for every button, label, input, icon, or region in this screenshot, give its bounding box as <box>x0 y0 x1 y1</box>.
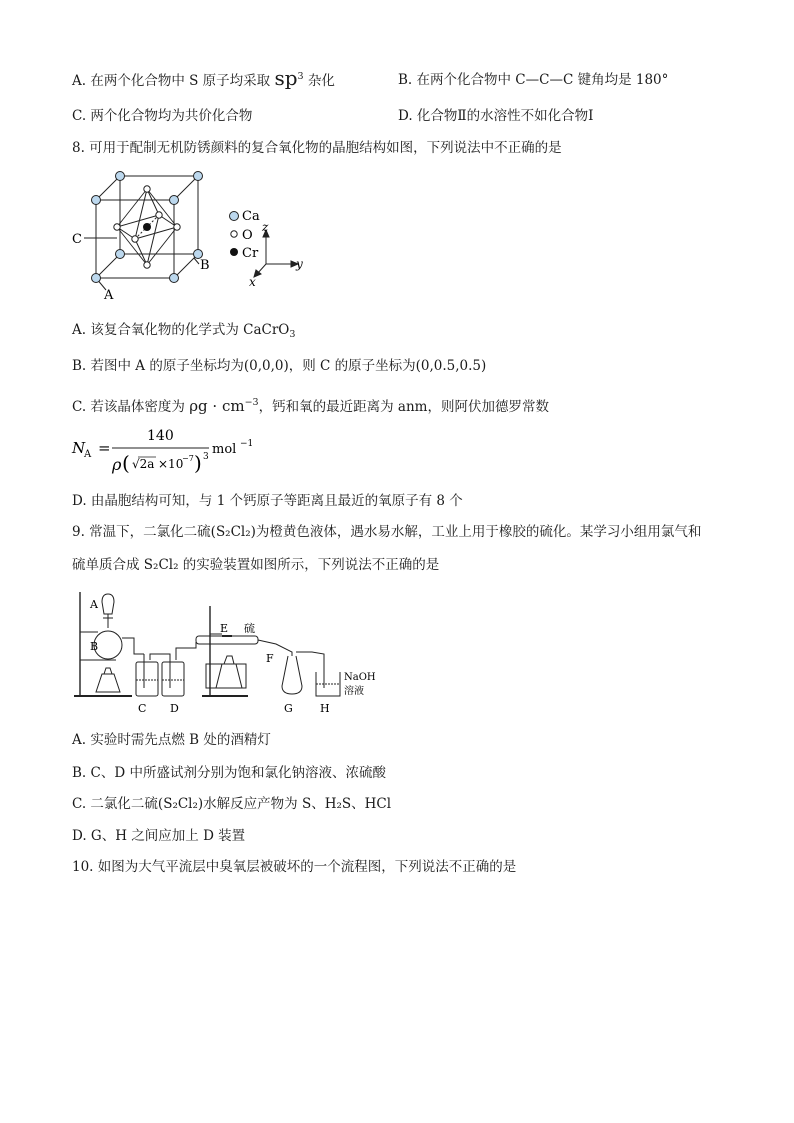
label-e: E <box>220 622 229 635</box>
formula-exp: −7 <box>182 454 194 463</box>
formula-eq: = <box>98 439 111 457</box>
formula-lhs-sub: A <box>84 449 92 460</box>
axis-z-label: z <box>262 220 269 234</box>
q8-option-c-text: C. 若该晶体密度为 <box>72 399 190 415</box>
formula-unit-exp: −1 <box>240 439 254 449</box>
legend-cr: Cr <box>242 246 259 261</box>
q8-option-b: B. 若图中 A 的原子坐标均为(0,0,0)，则 C 的原子坐标为(0,0.5,0.5) <box>72 358 487 374</box>
q7-option-a-sp: sp <box>274 66 298 90</box>
paren-close: ) <box>194 451 202 475</box>
crystal-cell-figure <box>66 168 316 302</box>
q8-option-c-sup: −3 <box>244 397 259 408</box>
axis-y-label: y <box>296 257 303 271</box>
q8-option-d: D. 由晶胞结构可知，与 1 个钙原子等距离且最近的氧原子有 8 个 <box>72 493 463 509</box>
formula-unit: mol <box>212 442 237 457</box>
label-b: B <box>200 258 210 273</box>
q7-option-a-post: 杂化 <box>303 73 335 89</box>
legend-cr-marker <box>230 248 238 256</box>
q8-option-a-formula: CaCrO <box>243 322 290 338</box>
label-d: D <box>170 702 179 715</box>
label-c: C <box>138 702 147 715</box>
q7-option-a-sup: 3 <box>297 71 304 82</box>
formula-cube: 3 <box>203 452 209 462</box>
q9-option-c: C. 二氯化二硫(S₂Cl₂)水解反应产物为 S、H₂S、HCl <box>72 796 392 812</box>
formula-numerator: 140 <box>147 428 174 444</box>
formula-lhs: N <box>72 439 86 457</box>
legend-ca-marker <box>230 212 239 221</box>
formula-sqrt-a: √2a <box>132 457 155 471</box>
label-c: C <box>72 232 82 247</box>
q9-stem-line2: 硫单质合成 S₂Cl₂ 的实验装置如图所示，下列说法不正确的是 <box>72 557 440 573</box>
q7-option-c: C. 两个化合物均为共价化合物 <box>72 108 253 124</box>
label-a: A <box>104 288 114 303</box>
legend-o-marker <box>231 231 237 237</box>
legend-ca: Ca <box>242 209 260 224</box>
q8-option-c-post: ，钙和氧的最近距离为 anm，则阿伏加德罗常数 <box>258 399 549 415</box>
label-b: B <box>90 640 99 653</box>
axis-x-label: x <box>249 275 256 289</box>
q8-option-c-density: ρg · cm <box>189 397 245 415</box>
apparatus-figure <box>72 588 376 718</box>
q8-option-a-sub: 3 <box>289 329 296 340</box>
q7-option-a-text: A. 在两个化合物中 S 原子均采取 <box>72 73 275 89</box>
avogadro-formula <box>72 424 262 478</box>
formula-times: ×10 <box>158 457 184 471</box>
legend-o: O <box>242 228 253 243</box>
q9-stem-line1: 9. 常温下，二氯化二硫(S₂Cl₂)为橙黄色液体，遇水易水解，工业上用于橡胶的硫化。某学习小组用氯气和 <box>72 524 702 540</box>
label-naoh: NaOH <box>344 672 376 683</box>
q8-option-a <box>72 321 295 344</box>
formula-rho: ρ <box>112 455 122 474</box>
label-g: G <box>284 702 293 715</box>
q9-option-a: A. 实验时需先点燃 B 处的酒精灯 <box>72 732 271 748</box>
q9-option-d: D. G、H 之间应加上 D 装置 <box>72 828 246 844</box>
paren-open: ( <box>122 451 130 475</box>
label-f: F <box>266 652 274 665</box>
label-a: A <box>90 598 98 611</box>
q8-option-c <box>72 394 549 416</box>
q9-option-b: B. C、D 中所盛试剂分别为饱和氯化钠溶液、浓硫酸 <box>72 765 386 781</box>
q7-option-d: D. 化合物Ⅱ的水溶性不如化合物Ⅰ <box>398 108 594 124</box>
q8-option-a-text: A. 该复合氧化物的化学式为 <box>72 322 244 338</box>
q8-stem: 8. 可用于配制无机防锈颜料的复合氧化物的晶胞结构如图，下列说法中不正确的是 <box>72 140 562 156</box>
label-sulfur: 硫 <box>244 622 255 635</box>
label-h: H <box>320 702 330 715</box>
q7-option-a <box>72 68 335 90</box>
label-solution: 溶液 <box>344 686 364 697</box>
q7-option-b: B. 在两个化合物中 C—C—C 键角均是 180° <box>398 72 669 88</box>
q10-stem: 10. 如图为大气平流层中臭氧层被破坏的一个流程图，下列说法不正确的是 <box>72 859 517 875</box>
